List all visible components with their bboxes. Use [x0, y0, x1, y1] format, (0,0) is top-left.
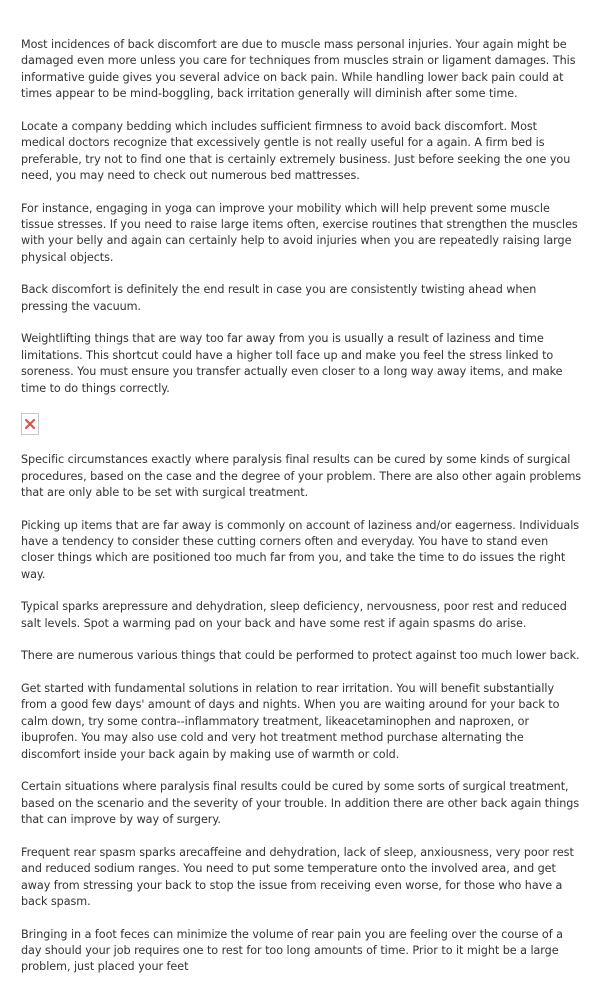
article-paragraph-5: Weightlifting things that are way too far away from you is usually a result of laziness and time limitations. This shortcut could have a higher toll face up and make you feel the stress linked to soreness. You must ensure you transfer actually even closer to a long way away items, and make time to do things correctly.	[21, 332, 563, 395]
article-paragraph-8: Typical sparks arepressure and dehydration, sleep deficiency, nervousness, poor rest and reduced salt levels. Spot a warming pad on your back and have some rest if again spasms do arise.	[21, 600, 567, 630]
article-paragraph-4: Back discomfort is definitely the end result in case you are consistently twisting ahead when pressing the vacuum.	[21, 283, 537, 313]
article-paragraph-7: Picking up items that are far away is commonly on account of laziness and/or eagerness. Individuals have a tendency to consider these cutting corners often and everyday. You have to stand even closer things which are positioned too much far from you, and take the time to do issues the right way.	[21, 518, 580, 581]
article-paragraph-11: Certain situations where paralysis final results could be cured by some sorts of surgical treatment, based on the scenario and the severity of your trouble. In addition there are other back again things that can improve by way of surgery.	[21, 780, 580, 827]
article-paragraph-1: Most incidences of back discomfort are due to muscle mass personal injuries. Your again might be damaged even more unless you care for techniques from muscles strain or ligament damages. This informative guide gives you several advice on back pain. While handling lower back pain could at times appear to be mind-boggling, back irritation generally will diminish after some time.	[21, 38, 576, 101]
article-paragraph-13: Bringing in a foot feces can minimize the volume of rear pain you are feeling over the course of a day should your job requires one to rest for too long amounts of time. Prior to it might be a large problem, just placed your feet	[21, 927, 563, 974]
article-paragraph-9: There are numerous various things that could be performed to protect against too much lower back.	[21, 649, 580, 663]
article-paragraph-10: Get started with fundamental solutions in relation to rear irritation. You will benefit substantially from a good few days' amount of days and nights. When you are waiting around for your back to calm down, try some contra--inflammatory treatment, likeacetaminophen and naproxen, or ibuprofen. You may also use cold and very hot treatment method purchase alternating the discomfort inside your back again by making use of warmth or cold.	[21, 682, 560, 761]
broken-image-x-icon	[25, 419, 35, 429]
article-paragraph-3: For instance, engaging in yoga can improve your mobility which will help prevent some muscle tissue stresses. If you need to raise large items often, exercise routines that strengthen the muscles with your belly and again can certainly help to avoid injuries when you are repeatedly raising large physical objects.	[21, 201, 578, 264]
broken-image-icon	[21, 413, 39, 435]
article-paragraph-2: Locate a company bedding which includes sufficient firmness to avoid back discomfort. Most medical doctors recognize that excessively gentle is not really useful for a again. A firm bed is preferable, try not to find one that is certainly extremely business. Just before seeking the one you need, you may need to check out numerous bed mattresses.	[21, 119, 571, 183]
article-paragraph-6: Specific circumstances exactly where paralysis final results can be cured by some kinds of surgical procedures, based on the case and the degree of your problem. There are also other again problems that are only able to be set with surgical treatment.	[21, 453, 582, 500]
article-paragraph-12: Frequent rear spasm sparks arecaffeine and dehydration, lack of sleep, anxiousness, very poor rest and reduced sodium ranges. You need to put some temperature onto the involved area, and get away from stressing your back to stop the issue from receiving even worse, for those who have a back spasm.	[21, 845, 574, 908]
